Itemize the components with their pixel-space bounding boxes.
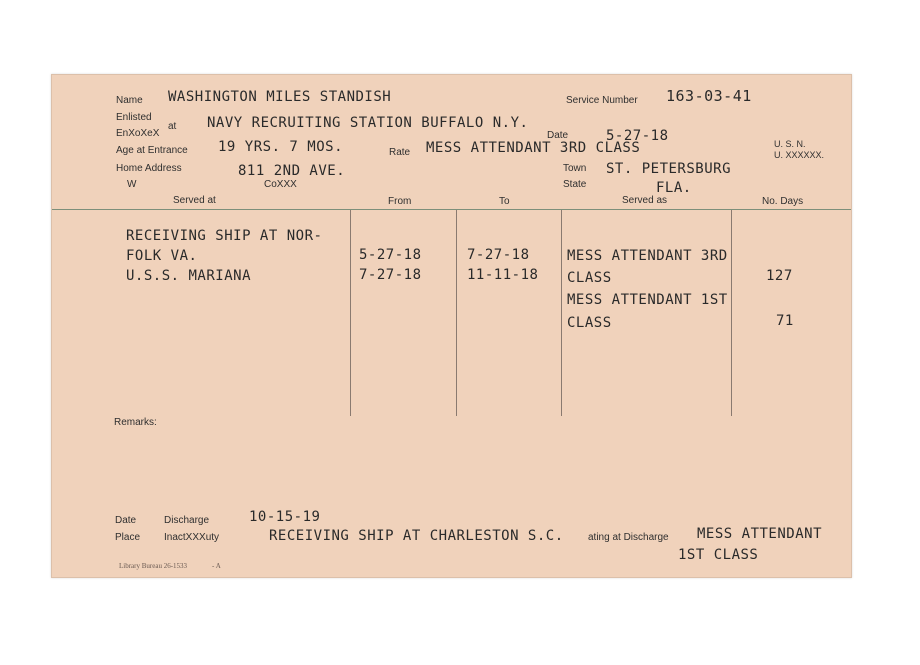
served-as-line: MESS ATTENDANT 3RD xyxy=(567,248,728,264)
home-address-label: Home Address xyxy=(116,163,182,174)
column-divider xyxy=(731,210,732,416)
column-divider xyxy=(456,210,457,416)
age-value: 19 YRS. 7 MOS. xyxy=(218,139,344,155)
days-value: 71 xyxy=(776,313,794,329)
town-value: ST. PETERSBURG xyxy=(606,161,732,177)
to-date: 7-27-18 xyxy=(467,247,530,263)
enlisted-label: Enlisted xyxy=(116,112,152,123)
service-number-value: 163-03-41 xyxy=(666,87,752,105)
served-at-line: U.S.S. MARIANA xyxy=(126,268,252,284)
usnrf-label: U. XXXXXX. xyxy=(774,150,825,160)
discharge-place-value: RECEIVING SHIP AT CHARLESTON S.C. xyxy=(269,528,564,544)
rating-line: 1ST CLASS xyxy=(678,547,759,563)
w-label: W xyxy=(127,179,137,190)
name-label: Name xyxy=(116,95,143,106)
name-value: WASHINGTON MILES STANDISH xyxy=(168,89,392,105)
service-record-card xyxy=(51,74,852,578)
rate-value: MESS ATTENDANT 3RD CLASS xyxy=(426,140,641,156)
discharge-label: Discharge xyxy=(164,515,210,526)
usn-label: U. S. N. xyxy=(774,139,806,149)
date-bottom-label: Date xyxy=(115,515,137,526)
enrolled-label: EnXoXeX xyxy=(116,128,160,139)
date-label: Date xyxy=(547,130,569,141)
to-date: 11-11-18 xyxy=(467,267,539,283)
remarks-label: Remarks: xyxy=(114,417,157,428)
served-at-line: RECEIVING SHIP AT NOR- xyxy=(126,228,323,244)
served-as-line: MESS ATTENDANT 1ST xyxy=(567,292,728,308)
col-header-from: From xyxy=(388,196,412,207)
enlisted-date-value: 5-27-18 xyxy=(606,128,669,144)
age-label: Age at Entrance xyxy=(116,145,188,156)
discharge-date-value: 10-15-19 xyxy=(249,509,321,525)
served-at-line: FOLK VA. xyxy=(126,248,198,264)
column-divider xyxy=(561,210,562,416)
col-header-no-days: No. Days xyxy=(762,196,804,207)
from-date: 7-27-18 xyxy=(359,267,422,283)
col-header-served-as: Served as xyxy=(622,195,668,206)
column-divider xyxy=(350,210,351,416)
place-label: Place xyxy=(115,532,141,543)
col-header-served-at: Served at xyxy=(173,195,216,206)
served-as-line: CLASS xyxy=(567,315,612,331)
enlisted-at-value: NAVY RECRUITING STATION BUFFALO N.Y. xyxy=(207,115,529,131)
printer-imprint: Library Bureau 26-1533 xyxy=(119,562,188,570)
from-date: 5-27-18 xyxy=(359,247,422,263)
inactive-duty-label: InactXXXuty xyxy=(164,532,220,543)
state-label: State xyxy=(563,179,587,190)
rate-label: Rate xyxy=(389,147,411,158)
rating-at-discharge-label: ating at Discharge xyxy=(588,532,669,543)
town-label: Town xyxy=(563,163,587,174)
county-label: CoXXX xyxy=(264,179,297,190)
printer-imprint-suffix: - A xyxy=(212,562,221,570)
state-value: FLA. xyxy=(656,180,692,196)
days-value: 127 xyxy=(766,268,793,284)
col-header-to: To xyxy=(499,196,510,207)
at-label: at xyxy=(168,121,177,132)
service-number-label: Service Number xyxy=(566,95,638,106)
served-as-line: CLASS xyxy=(567,270,612,286)
rating-line: MESS ATTENDANT xyxy=(697,526,823,542)
home-address-value: 811 2ND AVE. xyxy=(238,163,346,179)
